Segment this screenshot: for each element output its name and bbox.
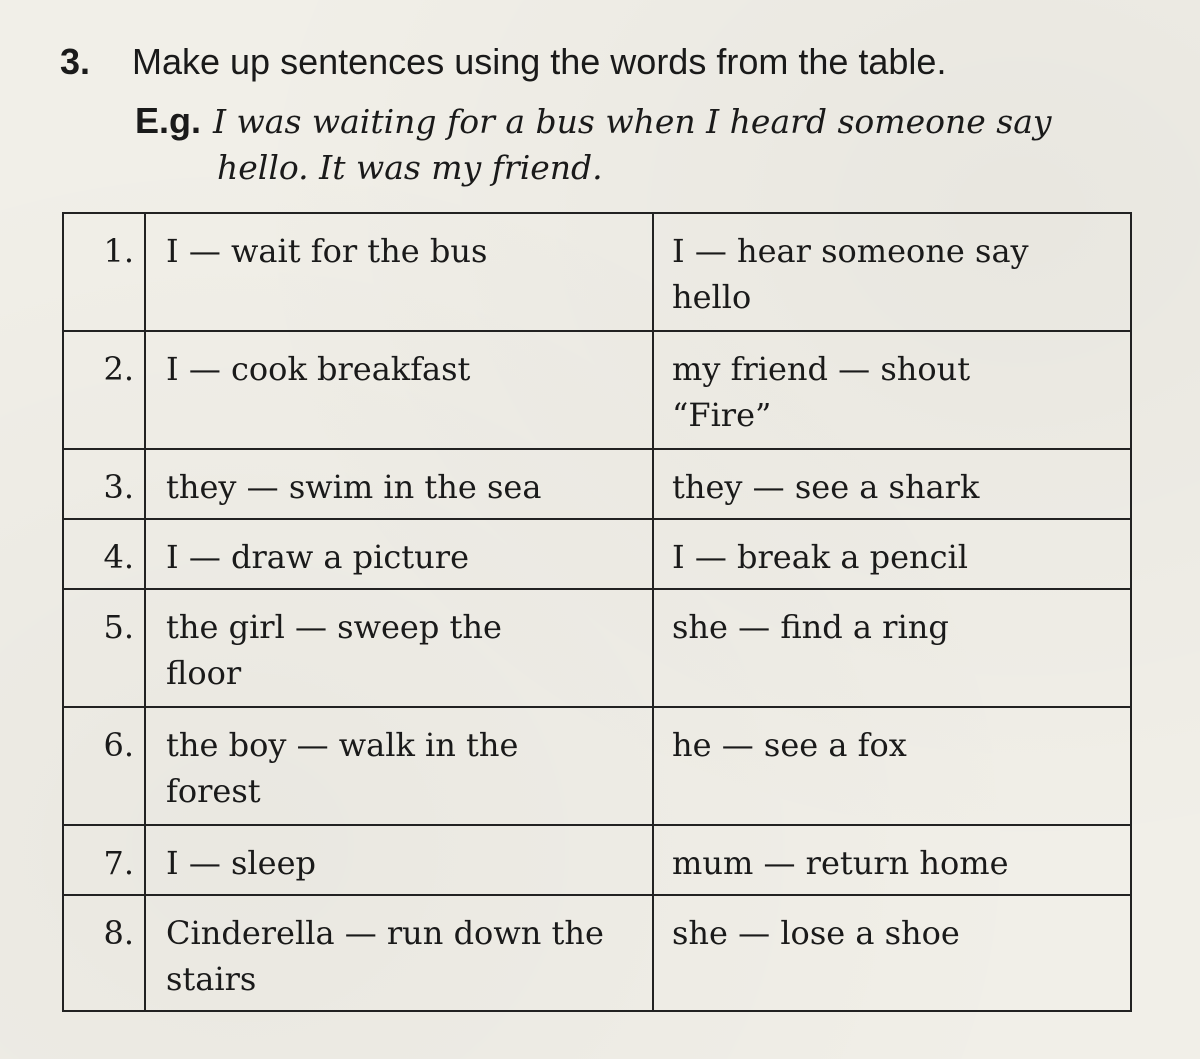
left-cell: the boy — walk in the forest [166,726,519,810]
left-cell: I — wait for the bus [166,232,488,270]
task-number: 3. [60,41,91,82]
words-table [62,212,1132,1012]
table-row [63,895,1131,1011]
left-cell: the girl — sweep the floor [166,608,502,692]
row-number: 4. [103,538,134,576]
task-heading [60,40,1170,84]
right-cell: I — break a pencil [672,538,969,576]
example-line-2: hello. It was my friend. [217,148,603,187]
row-number: 7. [103,844,134,882]
row-number: 5. [103,608,134,646]
left-cell: I — cook breakfast [166,350,471,388]
table-row [63,331,1131,449]
row-number: 6. [103,726,134,764]
right-cell: he — see a fox [672,726,907,764]
example-line-1: I was waiting for a bus when I heard someone say [213,102,1052,141]
right-cell: she — lose a shoe [672,914,960,952]
table-row [63,825,1131,895]
row-number: 2. [103,350,134,388]
table-row [63,589,1131,707]
row-number: 3. [103,468,134,506]
left-cell: Cinderella — run down the stairs [166,914,604,998]
table-row [63,707,1131,825]
table-row [63,213,1131,331]
right-cell: she — find a ring [672,608,949,646]
table-row [63,449,1131,519]
right-cell: my friend — shout “Fire” [672,350,971,434]
example-label: E.g. [135,100,202,141]
left-cell: I — draw a picture [166,538,469,576]
right-cell: they — see a shark [672,468,980,506]
left-cell: they — swim in the sea [166,468,542,506]
row-number: 8. [103,914,134,952]
right-cell: mum — return home [672,844,1009,882]
table-row [63,519,1131,589]
left-cell: I — sleep [166,844,316,882]
right-cell: I — hear someone say hello [672,232,1029,316]
row-number: 1. [103,232,134,270]
task-instruction: Make up sentences using the words from the table. [132,41,947,82]
example-sentence [135,98,1145,191]
